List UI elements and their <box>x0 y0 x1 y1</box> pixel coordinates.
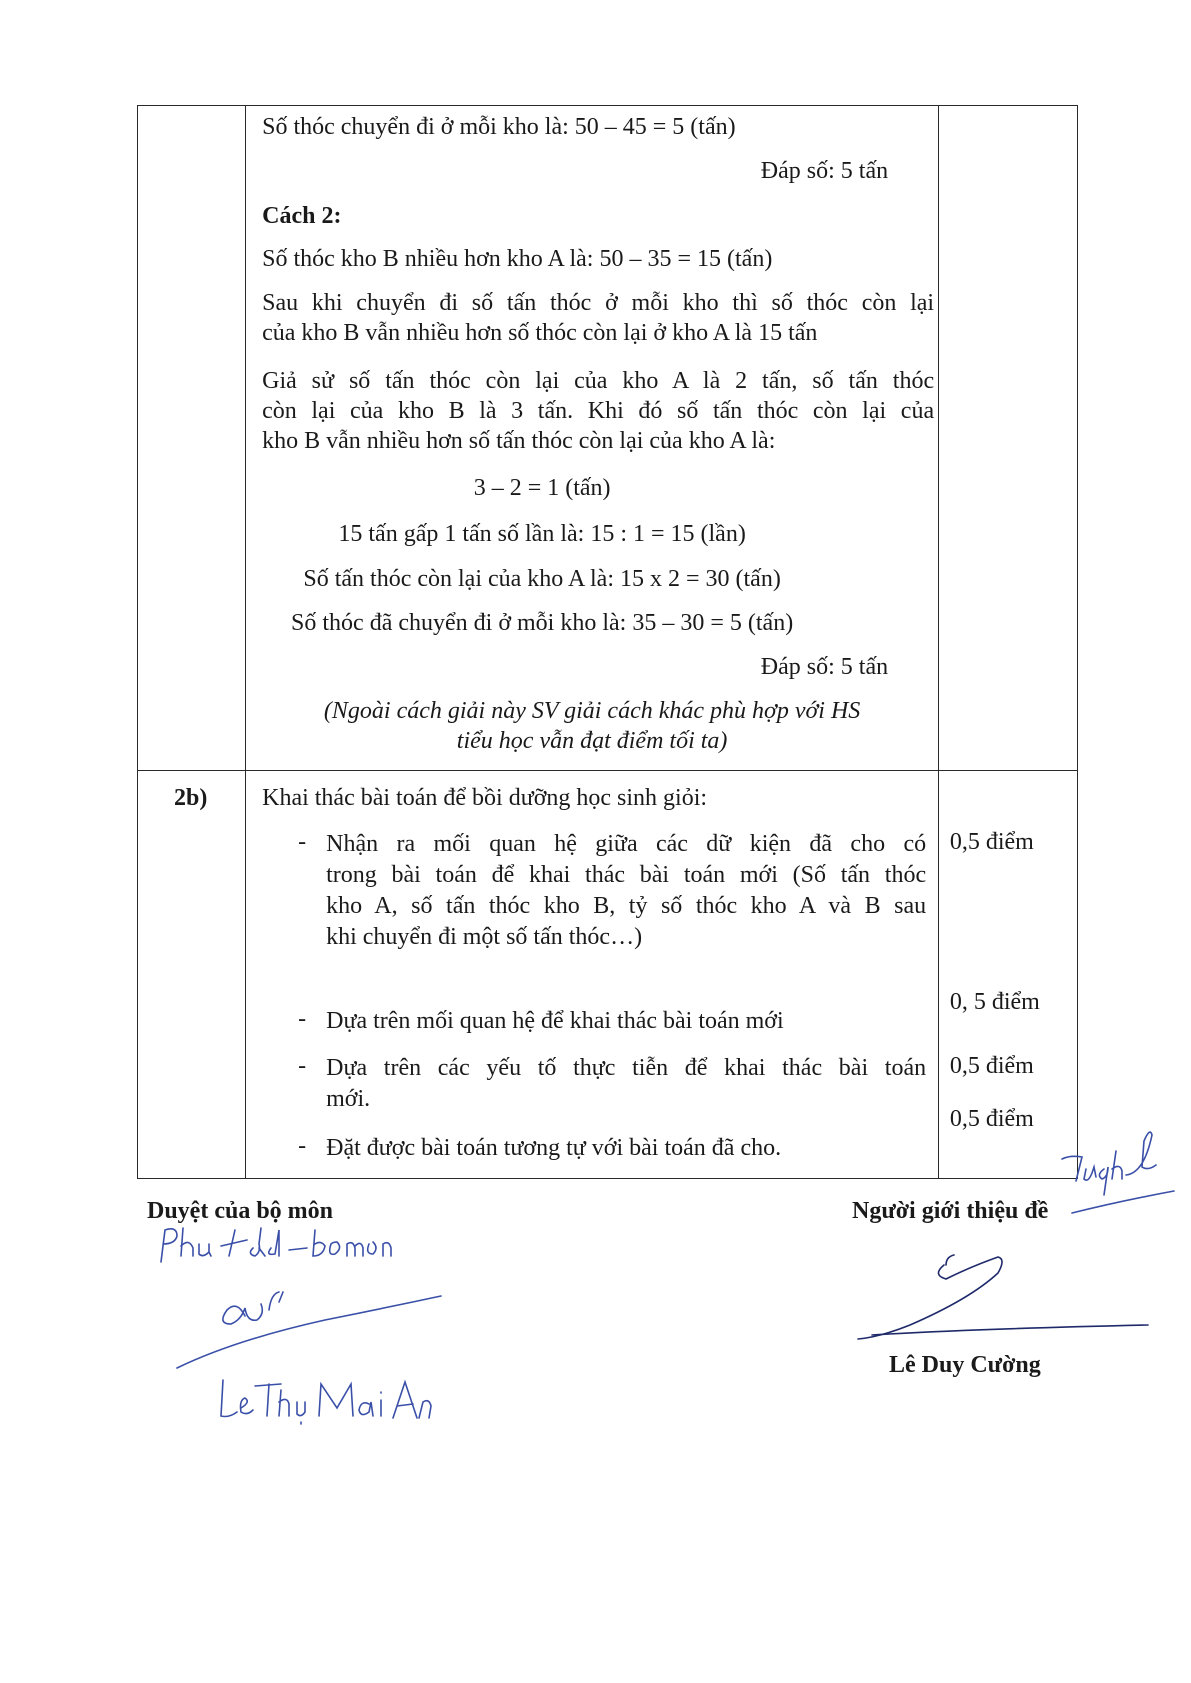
task-content-cell <box>246 770 939 1178</box>
task-intro: Khai thác bài toán để bồi dưỡng học sinh giỏi: <box>262 784 708 811</box>
solution-line: Sau khi chuyển đi số tấn thóc ở mỗi kho thì số thóc còn lại <box>262 290 935 316</box>
score-value: 0,5 điểm <box>949 1052 1034 1079</box>
task-2b-row <box>138 770 1078 1178</box>
solution-line: còn lại của kho B là 3 tấn. Khi đó số tấn thóc còn lại của <box>262 398 935 424</box>
handwritten-department-name <box>215 1372 435 1428</box>
bullet-dash: - <box>298 1005 307 1032</box>
bullet-line: Đặt được bài toán tương tự với bài toán đã cho. <box>326 1134 782 1161</box>
solution-line: Số thóc kho B nhiều hơn kho A là: 50 – 35 = 15 (tấn) <box>262 246 773 272</box>
solution-line: của kho B vẫn nhiều hơn số thóc còn lại ở kho A là 15 tấn <box>262 320 818 346</box>
bullet-dash: - <box>298 1052 307 1079</box>
solution-content-cell <box>246 106 939 771</box>
margin-initials <box>1060 1115 1175 1215</box>
solution-line: Số tấn thóc còn lại của kho A là: 15 x 2 = 30 (tấn) <box>303 566 781 592</box>
method-2-heading: Cách 2: <box>262 203 342 229</box>
score-value: 0,5 điểm <box>949 828 1034 855</box>
bullet-line: kho A, số tấn thóc kho B, tỷ số thóc kho A và B sau <box>326 892 927 919</box>
score-value: 0, 5 điểm <box>949 988 1040 1015</box>
solution-line: Số thóc đã chuyển đi ở mỗi kho là: 35 – 30 = 5 (tấn) <box>291 610 794 636</box>
solution-row <box>138 106 1078 771</box>
solution-label-cell <box>138 106 246 771</box>
answer-table <box>137 105 1078 1179</box>
bullet-line: mới. <box>326 1085 371 1112</box>
solution-score-cell <box>938 106 1077 771</box>
author-name: Lê Duy Cường <box>889 1352 1041 1378</box>
author-signature <box>850 1245 1150 1345</box>
bullet-line: Dựa trên các yếu tố thực tiễn để khai thác bài toán <box>326 1054 927 1081</box>
solution-line: Giả sử số tấn thóc còn lại của kho A là 2 tấn, số tấn thóc <box>262 368 935 394</box>
handwritten-department-note <box>155 1222 395 1272</box>
solution-line: kho B vẫn nhiều hơn số tấn thóc còn lại của kho A là: <box>262 428 776 454</box>
bullet-line: Nhận ra mối quan hệ giữa các dữ kiện đã cho có <box>326 830 927 857</box>
author-title: Người giới thiệu đề <box>852 1198 1049 1224</box>
bullet-dash: - <box>298 1132 307 1159</box>
solution-line: 3 – 2 = 1 (tấn) <box>473 475 611 501</box>
solution-line: 15 tấn gấp 1 tấn số lần là: 15 : 1 = 15 (lần) <box>338 521 746 547</box>
answer-line: Đáp số: 5 tấn <box>760 158 889 184</box>
bullet-line: trong bài toán để khai thác bài toán mới (Số tấn thóc <box>326 861 927 888</box>
score-value: 0,5 điểm <box>949 1105 1034 1132</box>
task-label-cell <box>138 770 246 1178</box>
note-line: tiểu học vẫn đạt điểm tối ta) <box>456 728 728 754</box>
department-signature <box>175 1280 445 1372</box>
note-line: (Ngoài cách giải này SV giải cách khác phù hợp với HS <box>323 698 861 724</box>
department-approval-title: Duyệt của bộ môn <box>147 1198 334 1224</box>
task-score-cell <box>938 770 1077 1178</box>
bullet-dash: - <box>298 828 307 855</box>
task-label: 2b) <box>174 784 208 811</box>
bullet-line: Dựa trên mối quan hệ để khai thác bài toán mới <box>326 1007 784 1034</box>
solution-line: Số thóc chuyển đi ở mỗi kho là: 50 – 45 = 5 (tấn) <box>262 114 736 140</box>
answer-line: Đáp số: 5 tấn <box>760 654 889 680</box>
bullet-line: khi chuyển đi một số tấn thóc…) <box>326 923 643 950</box>
